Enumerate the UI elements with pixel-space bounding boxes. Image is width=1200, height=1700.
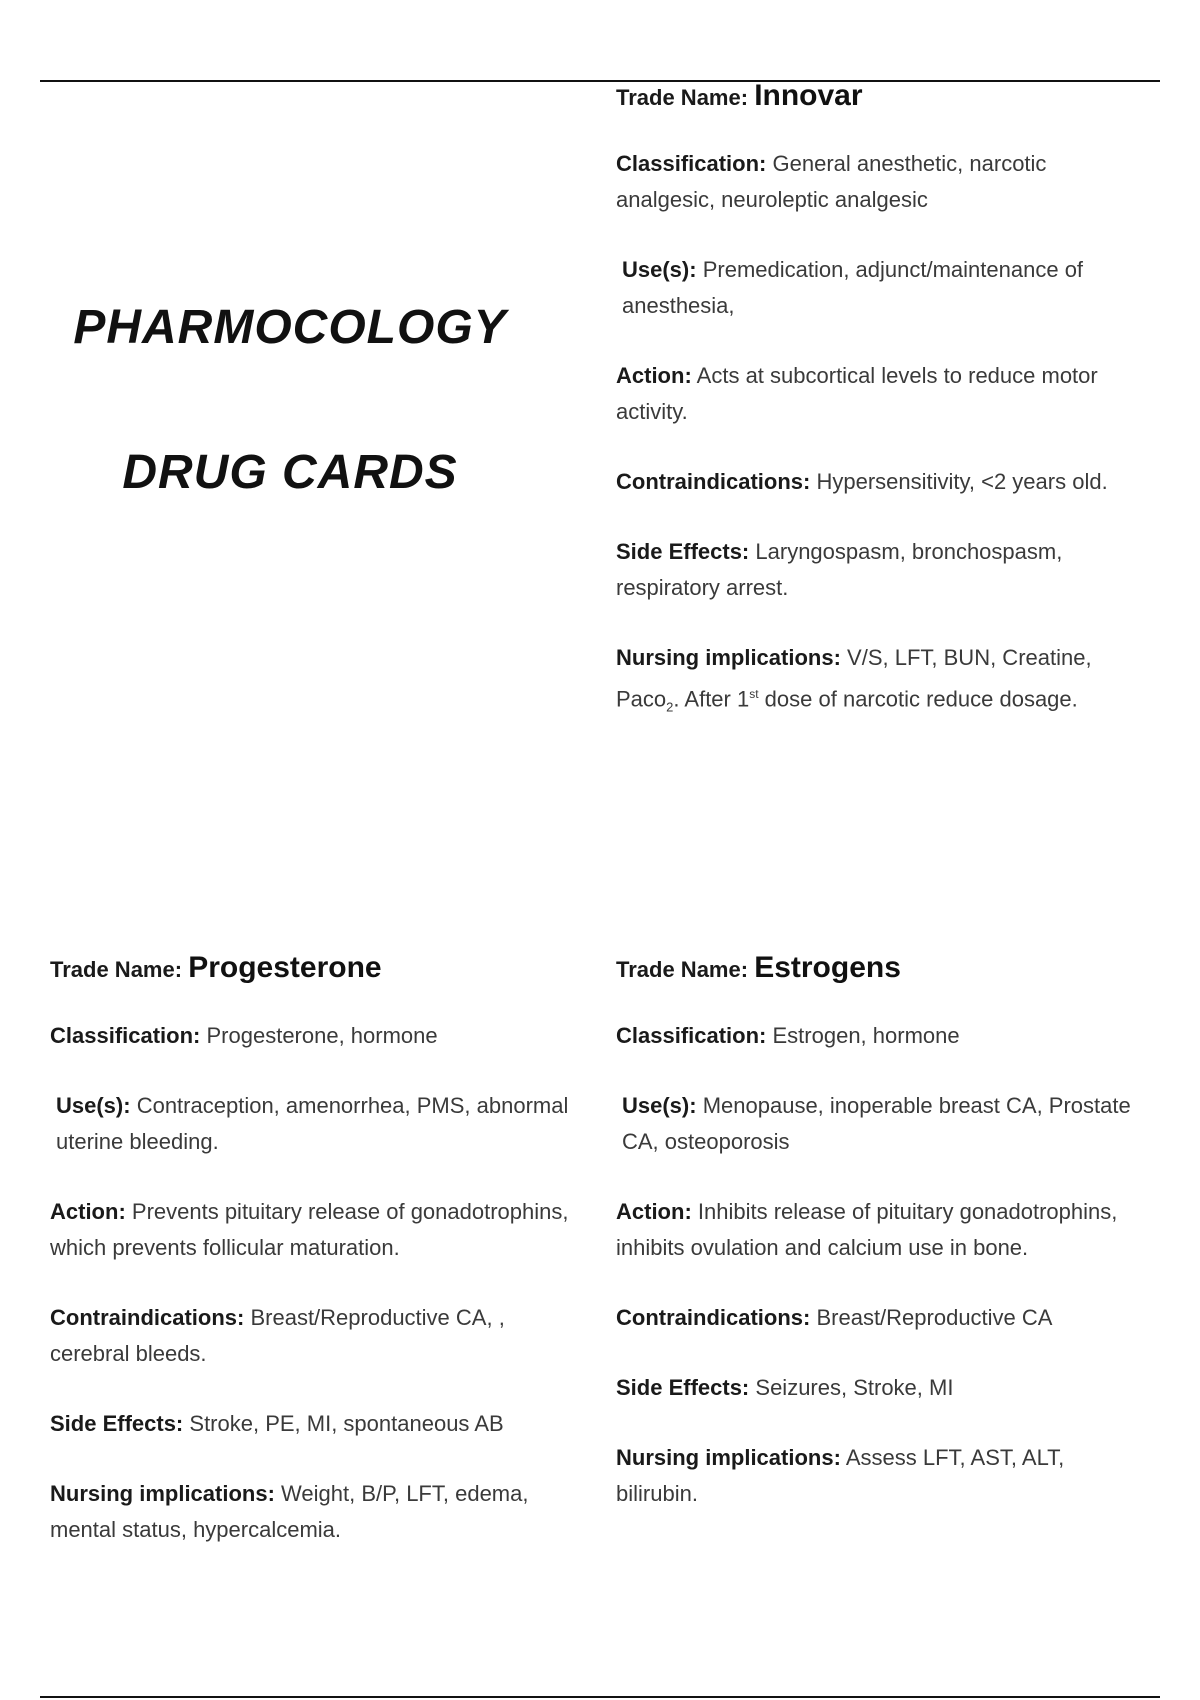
nursing-label: Nursing implications: — [50, 1481, 275, 1506]
side-effects-row — [616, 1370, 1146, 1406]
action-value: Prevents pituitary release of gonadotrophins, which prevents follicular maturation. — [50, 1199, 569, 1260]
nursing-row — [50, 1476, 580, 1548]
nursing-row — [616, 640, 1146, 726]
trade-name-value: Estrogens — [754, 951, 901, 984]
trade-name-label: Trade Name: — [616, 85, 749, 110]
nursing-row — [616, 1440, 1146, 1512]
bottom-rule — [40, 1696, 1160, 1698]
action-row — [50, 1194, 580, 1266]
contraindications-value: Hypersensitivity, <2 years old. — [816, 469, 1108, 494]
nursing-superscript: st — [749, 687, 759, 701]
nursing-value-a: V/S, LFT, BUN, Creatine, Paco — [616, 645, 1092, 712]
uses-value: Premedication, adjunct/maintenance of anesthesia, — [622, 257, 1084, 318]
uses-value: Contraception, amenorrhea, PMS, abnormal uterine bleeding. — [56, 1093, 569, 1154]
contraindications-label: Contraindications: — [50, 1305, 245, 1330]
uses-value: Menopause, inoperable breast CA, Prostate CA, osteoporosis — [622, 1093, 1131, 1154]
trade-name-row — [50, 950, 580, 988]
trade-name-value: Progesterone — [188, 951, 382, 984]
nursing-value: Assess LFT, AST, ALT, bilirubin. — [616, 1445, 1065, 1506]
side-effects-label: Side Effects: — [616, 1375, 750, 1400]
contraindications-row — [616, 1300, 1146, 1336]
action-row — [616, 358, 1146, 430]
classification-value: General anesthetic, narcotic analgesic, neuroleptic analgesic — [616, 151, 1047, 212]
contraindications-value: Breast/Reproductive CA — [816, 1305, 1053, 1330]
trade-name-row — [616, 78, 1146, 116]
nursing-value: Weight, B/P, LFT, edema, mental status, hypercalcemia. — [50, 1481, 529, 1542]
nursing-subscript: 2 — [666, 699, 674, 715]
contraindications-value: Breast/Reproductive CA, , cerebral bleeds. — [50, 1305, 505, 1366]
side-effects-label: Side Effects: — [50, 1411, 184, 1436]
nursing-value-c: dose of narcotic reduce dosage. — [758, 686, 1078, 712]
uses-label: Use(s): — [56, 1093, 131, 1118]
title-line-2: DRUG CARDS — [122, 446, 458, 499]
drug-card-estrogens — [616, 950, 1146, 1546]
action-label: Action: — [50, 1199, 126, 1224]
uses-label: Use(s): — [622, 257, 697, 282]
nursing-value-b: . After 1 — [673, 686, 750, 712]
uses-row — [616, 1088, 1146, 1160]
side-effects-value: Stroke, PE, MI, spontaneous AB — [189, 1411, 504, 1436]
nursing-label: Nursing implications: — [616, 1445, 841, 1470]
nursing-label: Nursing implications: — [616, 645, 841, 670]
trade-name-label: Trade Name: — [50, 957, 183, 982]
side-effects-value: Laryngospasm, bronchospasm, respiratory arrest. — [616, 539, 1063, 600]
drug-card-innovar — [616, 78, 1146, 760]
action-label: Action: — [616, 1199, 692, 1224]
side-effects-label: Side Effects: — [616, 539, 750, 564]
side-effects-row — [616, 534, 1146, 606]
title-block — [40, 300, 540, 500]
classification-row — [616, 1018, 1146, 1054]
trade-name-label: Trade Name: — [616, 957, 749, 982]
uses-row — [50, 1088, 580, 1160]
contraindications-row — [616, 464, 1146, 500]
side-effects-value: Seizures, Stroke, MI — [755, 1375, 954, 1400]
action-value: Acts at subcortical levels to reduce motor activity. — [616, 363, 1098, 424]
uses-row — [616, 252, 1146, 324]
trade-name-value: Innovar — [754, 79, 863, 112]
classification-label: Classification: — [50, 1023, 201, 1048]
action-label: Action: — [616, 363, 692, 388]
action-row — [616, 1194, 1146, 1266]
side-effects-row — [50, 1406, 580, 1442]
action-value: Inhibits release of pituitary gonadotrophins, inhibits ovulation and calcium use in bone. — [616, 1199, 1118, 1260]
classification-row — [50, 1018, 580, 1054]
title-line-1: PHARMOCOLOGY — [73, 301, 507, 354]
drug-card-progesterone — [50, 950, 580, 1582]
classification-label: Classification: — [616, 151, 767, 176]
classification-value: Estrogen, hormone — [772, 1023, 960, 1048]
trade-name-row — [616, 950, 1146, 988]
contraindications-label: Contraindications: — [616, 469, 811, 494]
classification-label: Classification: — [616, 1023, 767, 1048]
uses-label: Use(s): — [622, 1093, 697, 1118]
contraindications-label: Contraindications: — [616, 1305, 811, 1330]
classification-value: Progesterone, hormone — [206, 1023, 438, 1048]
contraindications-row — [50, 1300, 580, 1372]
classification-row — [616, 146, 1146, 218]
